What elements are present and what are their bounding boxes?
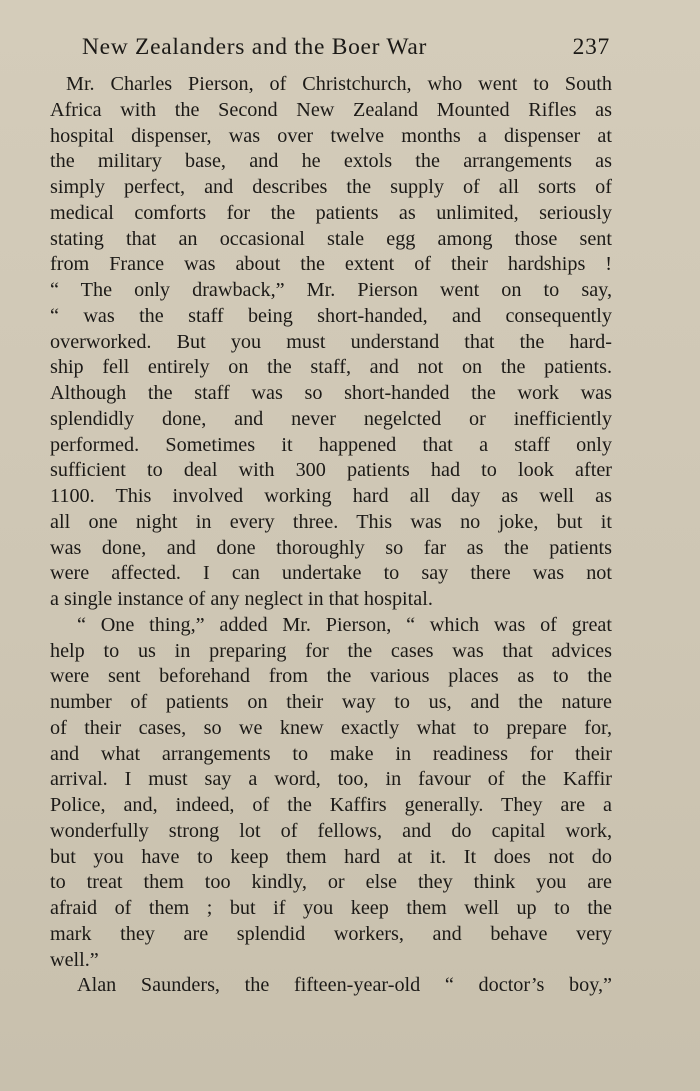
text-line: “ The only drawback,” Mr. Pierson went on to say, xyxy=(50,279,612,301)
text-line: performed. Sometimes it happened that a staff only xyxy=(50,433,612,456)
text-line: Mr. Charles Pierson, of Christchurch, who went to South xyxy=(66,73,612,95)
text-line: hospital dispenser, was over twelve months a dispenser at xyxy=(50,124,612,147)
text-line: medical comforts for the patients as unlimited, seriously xyxy=(50,201,612,224)
text-line: Alan Saunders, the fifteen-year-old “ doctor’s boy,” xyxy=(77,974,612,997)
page-number: 237 xyxy=(572,34,610,60)
text-line: “ was the staff being short-handed, and consequently xyxy=(50,304,612,327)
text-line: the military base, and he extols the arrangements as xyxy=(50,150,612,173)
text-line: stating that an occasional stale egg among those sent xyxy=(50,227,612,250)
body-text xyxy=(50,72,612,999)
text-line: splendidly done, and never negelcted or inefficiently xyxy=(50,407,612,430)
text-line: number of patients on their way to us, and the nature xyxy=(50,691,612,713)
text-line: overworked. But you must understand that the hard- xyxy=(50,330,612,353)
text-line: a single instance of any neglect in that hospital. xyxy=(50,588,433,610)
text-line: but you have to keep them hard at it. It does not do xyxy=(50,845,612,868)
text-line: to treat them too kindly, or else they think you are xyxy=(50,871,612,894)
text-line: all one night in every three. This was no joke, but it xyxy=(50,510,612,533)
running-head: New Zealanders and the Boer War xyxy=(82,34,427,60)
page-header xyxy=(82,30,610,64)
text-line: “ One thing,” added Mr. Pierson, “ which was of great xyxy=(77,613,612,636)
text-line: sufficient to deal with 300 patients had to look after xyxy=(50,459,612,482)
text-line: mark they are splendid workers, and behave very xyxy=(50,922,612,945)
text-line: from France was about the extent of their hardships ! xyxy=(50,253,612,276)
text-line: simply perfect, and describes the supply of all sorts of xyxy=(50,176,612,198)
text-line: wonderfully strong lot of fellows, and do capital work, xyxy=(50,819,612,842)
text-line: arrival. I must say a word, too, in favour of the Kaffir xyxy=(50,768,612,791)
text-line: and what arrangements to make in readiness for their xyxy=(50,742,612,765)
text-line: help to us in preparing for the cases was that advices xyxy=(50,639,612,662)
text-line: of their cases, so we knew exactly what to prepare for, xyxy=(50,716,612,739)
text-line: Africa with the Second New Zealand Mounted Rifles as xyxy=(50,98,612,121)
text-line: were sent beforehand from the various places as to the xyxy=(50,665,612,688)
text-line: Police, and, indeed, of the Kaffirs generally. They are a xyxy=(50,794,612,816)
text-line: well.” xyxy=(50,948,99,971)
text-line: Although the staff was so short-handed the work was xyxy=(50,382,612,404)
text-line: were affected. I can undertake to say there was not xyxy=(50,562,612,585)
text-line: 1100. This involved working hard all day as well as xyxy=(50,485,612,507)
text-line: afraid of them ; but if you keep them well up to the xyxy=(50,897,612,919)
text-line: was done, and done thoroughly so far as the patients xyxy=(50,536,612,559)
text-line: ship fell entirely on the staff, and not on the patients. xyxy=(50,356,612,379)
